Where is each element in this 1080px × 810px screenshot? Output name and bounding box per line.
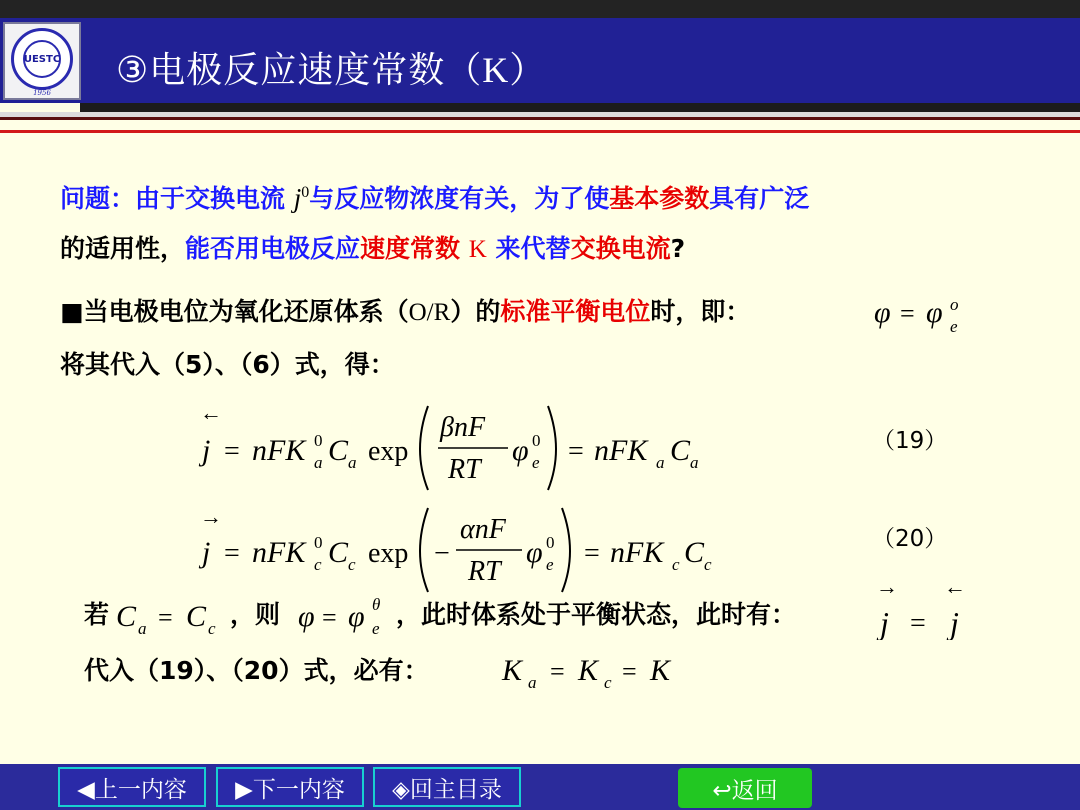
back-button[interactable]: ↩返回 bbox=[678, 768, 812, 808]
svg-text:0: 0 bbox=[532, 431, 541, 450]
potential-equality bbox=[296, 586, 406, 640]
header-divider-maroon bbox=[0, 117, 1080, 120]
equation-19-number: （19） bbox=[872, 428, 948, 454]
svg-text:e: e bbox=[532, 453, 540, 472]
svg-text:j: j bbox=[950, 605, 959, 640]
svg-text:0: 0 bbox=[314, 533, 323, 552]
svg-text:θ: θ bbox=[372, 595, 381, 614]
svg-text:←: ← bbox=[944, 574, 966, 599]
svg-text:K: K bbox=[650, 654, 671, 687]
logo-text: UESTC bbox=[23, 40, 61, 78]
footer-nav bbox=[0, 764, 1080, 810]
svg-text:e: e bbox=[546, 555, 554, 574]
svg-text:a: a bbox=[690, 453, 699, 472]
svg-text:j: j bbox=[880, 605, 889, 640]
svg-text:=: = bbox=[158, 603, 173, 632]
svg-text:φ: φ bbox=[348, 600, 365, 633]
home-directory-button[interactable]: ◈回主目录 bbox=[373, 767, 521, 807]
svg-text:a: a bbox=[138, 619, 147, 638]
svg-text:=: = bbox=[622, 657, 637, 686]
svg-text:=: = bbox=[224, 538, 240, 569]
equilibrium-condition-line: 若 bbox=[84, 600, 110, 629]
svg-text:=: = bbox=[568, 436, 584, 467]
svg-text:βnF: βnF bbox=[440, 412, 486, 443]
svg-text:c: c bbox=[704, 555, 712, 574]
svg-text:nFK: nFK bbox=[252, 434, 306, 467]
svg-text:φ: φ bbox=[926, 296, 943, 329]
svg-text:C: C bbox=[684, 536, 705, 569]
svg-text:e: e bbox=[950, 317, 958, 336]
logo-year: 1956 bbox=[33, 89, 51, 97]
svg-text:−: − bbox=[434, 538, 450, 569]
svg-text:=: = bbox=[550, 657, 565, 686]
equation-20 bbox=[190, 500, 750, 595]
rate-constant-equality bbox=[500, 644, 690, 696]
svg-text:j: j bbox=[202, 536, 211, 569]
university-logo bbox=[3, 22, 81, 100]
svg-text:a: a bbox=[528, 673, 537, 692]
svg-text:K: K bbox=[502, 654, 523, 687]
condition-line: ■当电极电位为氧化还原体系（O/R）的标准平衡电位时，即： bbox=[60, 297, 751, 326]
next-content-button[interactable]: ▶下一内容 bbox=[216, 767, 364, 807]
conclusion-line: 代入（19）、（20）式，必有： bbox=[84, 656, 429, 685]
svg-text:RT: RT bbox=[448, 454, 481, 485]
equilibrium-state-text: ，此时体系处于平衡状态，此时有： bbox=[396, 600, 797, 629]
concentration-equality bbox=[114, 588, 244, 640]
svg-text:nFK: nFK bbox=[252, 536, 306, 569]
current-equality bbox=[870, 570, 980, 640]
svg-text:0: 0 bbox=[314, 431, 323, 450]
svg-text:nFK: nFK bbox=[594, 434, 648, 467]
header-divider-dark bbox=[80, 103, 1080, 112]
svg-text:K: K bbox=[578, 654, 599, 687]
svg-text:→: → bbox=[200, 504, 222, 529]
equation-20-number: （20） bbox=[872, 526, 948, 552]
svg-text:nFK: nFK bbox=[610, 536, 664, 569]
svg-text:a: a bbox=[314, 453, 323, 472]
svg-text:C: C bbox=[328, 536, 349, 569]
svg-text:o: o bbox=[950, 295, 959, 314]
svg-text:←: ← bbox=[200, 400, 222, 425]
svg-text:exp: exp bbox=[368, 436, 409, 467]
svg-text:=: = bbox=[900, 299, 915, 328]
svg-text:e: e bbox=[372, 619, 380, 638]
top-strip bbox=[0, 0, 1080, 18]
then-label: ，则 bbox=[230, 600, 281, 629]
substitute-line: 将其代入（5）、（6）式，得： bbox=[60, 350, 395, 379]
svg-text:j: j bbox=[202, 434, 211, 467]
question-line-2: 的适用性，能否用电极反应速度常数 K 来代替交换电流? bbox=[60, 234, 686, 263]
svg-text:a: a bbox=[348, 453, 357, 472]
svg-text:φ: φ bbox=[512, 434, 529, 467]
svg-text:c: c bbox=[604, 673, 612, 692]
svg-text:c: c bbox=[672, 555, 680, 574]
svg-text:C: C bbox=[670, 434, 691, 467]
svg-text:φ: φ bbox=[874, 296, 891, 329]
svg-text:=: = bbox=[224, 436, 240, 467]
question-line-1: 问题：由于交换电流 $j^0$与反应物浓度有关，为了使基本参数具有广泛 bbox=[60, 183, 810, 213]
exchange-current-symbol: $j^0$ bbox=[293, 183, 310, 213]
equilibrium-potential-equation bbox=[870, 288, 980, 338]
svg-text:c: c bbox=[314, 555, 322, 574]
svg-text:=: = bbox=[910, 608, 926, 639]
svg-text:φ: φ bbox=[526, 536, 543, 569]
page-title: ③电极反应速度常数（K） bbox=[116, 50, 547, 91]
svg-text:RT: RT bbox=[468, 556, 501, 587]
logo-seal-icon bbox=[11, 28, 73, 90]
header-bar bbox=[0, 18, 1080, 103]
svg-text:→: → bbox=[876, 574, 898, 599]
svg-text:φ: φ bbox=[298, 600, 315, 633]
equation-19 bbox=[190, 398, 750, 493]
svg-text:exp: exp bbox=[368, 538, 409, 569]
svg-text:=: = bbox=[322, 603, 337, 632]
prev-content-button[interactable]: ◀上一内容 bbox=[58, 767, 206, 807]
svg-text:c: c bbox=[208, 619, 216, 638]
svg-text:0: 0 bbox=[546, 533, 555, 552]
svg-text:αnF: αnF bbox=[460, 514, 506, 545]
svg-text:C: C bbox=[116, 600, 137, 633]
svg-text:C: C bbox=[186, 600, 207, 633]
svg-text:c: c bbox=[348, 555, 356, 574]
svg-text:C: C bbox=[328, 434, 349, 467]
header-divider-red bbox=[0, 130, 1080, 133]
svg-text:=: = bbox=[584, 538, 600, 569]
svg-text:a: a bbox=[656, 453, 665, 472]
